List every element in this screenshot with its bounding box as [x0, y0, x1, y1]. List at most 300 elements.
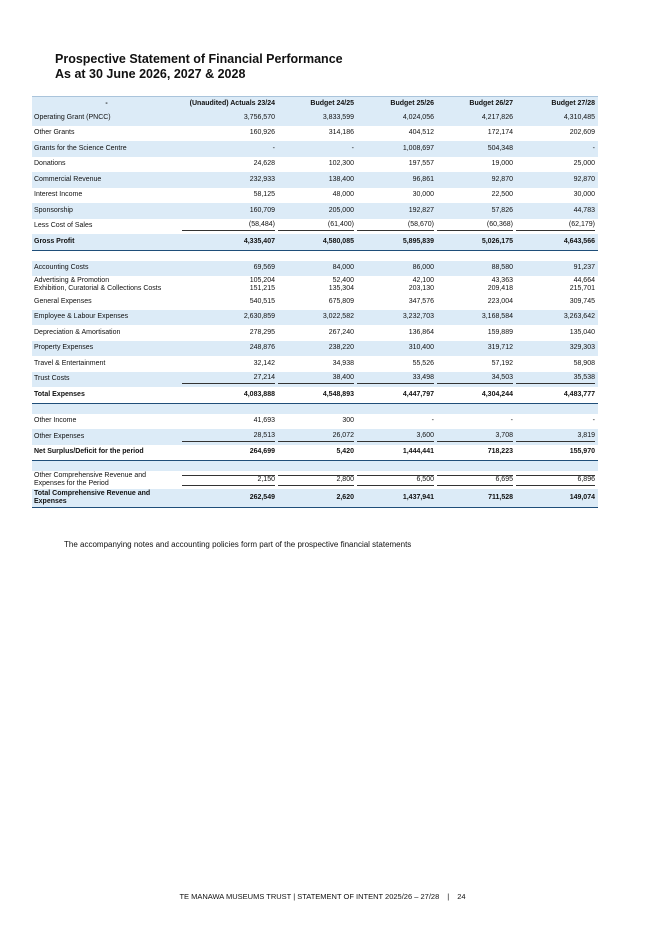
table-cell: [437, 344, 516, 352]
table-cell: [182, 221, 278, 231]
cell-value: 1,008,697: [402, 144, 434, 152]
cell-value: 192,827: [408, 206, 434, 214]
cell-value: 4,304,244: [481, 390, 513, 398]
cell-value: 262,549: [249, 494, 275, 501]
cell-value: 504,348: [487, 144, 513, 152]
cell-value: 138,400: [328, 175, 354, 183]
table-cell: [278, 298, 357, 306]
cell-value: 540,515: [249, 297, 275, 305]
cell-value: 149,074: [569, 494, 595, 501]
row-label: [32, 238, 182, 246]
table-cell: [278, 277, 357, 293]
table-cell: [357, 238, 437, 246]
table-cell: [278, 160, 357, 168]
row-label: [32, 207, 182, 215]
table-cell: [278, 432, 357, 442]
cell-value: 238,220: [328, 344, 354, 352]
cell-value: 19,000: [491, 160, 513, 168]
row-label: [32, 264, 182, 272]
cell-value: 6,500: [357, 476, 434, 486]
cell-value: 4,580,085: [322, 237, 354, 245]
table-row: [32, 234, 598, 251]
table-cell: [357, 344, 437, 352]
row-label: [32, 145, 182, 153]
cell-value: -: [272, 144, 275, 152]
cell-value: 102,300: [328, 160, 354, 168]
table-cell: [182, 207, 278, 215]
table-cell: [357, 329, 437, 337]
cell-value: 57,192: [491, 359, 513, 367]
row-label: [32, 298, 182, 306]
cell-value: 3,756,570: [243, 113, 275, 121]
cell-value: (61,400): [278, 221, 354, 231]
cell-value: 33,498: [357, 374, 434, 384]
cell-value: -: [431, 417, 434, 425]
column-header: Budget 24/25: [310, 99, 354, 107]
table-spacer: [32, 251, 598, 261]
cell-value: 172,174: [487, 129, 513, 137]
cell-value: 278,295: [249, 328, 275, 336]
cell-value: 202,609: [569, 129, 595, 137]
cell-value: 4,548,893: [322, 390, 354, 398]
cell-value: 2,800: [278, 476, 354, 486]
cell-value: 41,693: [253, 417, 275, 425]
table-cell: [182, 329, 278, 337]
cell-value: 58,908: [573, 359, 595, 367]
table-spacer: [32, 404, 598, 414]
cell-value: 1,444,441: [402, 448, 434, 456]
row-label: [32, 114, 182, 122]
cell-value: 264,699: [249, 448, 275, 456]
table-cell: [437, 448, 516, 456]
cell-value: 160,709: [249, 206, 275, 214]
table-row: [32, 445, 598, 462]
table-cell: [437, 221, 516, 231]
cell-value: (58,670): [357, 221, 434, 231]
cell-value: 3,022,582: [322, 313, 354, 321]
table-cell: [182, 432, 278, 442]
cell-value: 6,896: [516, 476, 595, 486]
cell-value: 329,303: [569, 344, 595, 352]
cell-value: 2,150: [182, 476, 275, 486]
row-label-text: Donations: [34, 160, 66, 168]
cell-value: 38,400: [278, 374, 354, 384]
row-label: [32, 490, 182, 506]
table-cell: [357, 114, 437, 122]
table-cell: [437, 191, 516, 199]
cell-value: 55,526: [412, 359, 434, 367]
cell-value: -: [351, 144, 354, 152]
cell-value: 5,895,839: [402, 237, 434, 245]
table-cell: [182, 360, 278, 368]
table-row: [32, 157, 598, 173]
cell-value: 28,513: [182, 432, 275, 442]
cell-value: 27,214: [182, 374, 275, 384]
cell-value: 57,826: [491, 206, 513, 214]
table-cell: [516, 145, 598, 153]
table-cell: [278, 191, 357, 199]
row-label-text: Interest Income: [34, 191, 83, 199]
table-cell: [278, 329, 357, 337]
cell-value: -: [592, 144, 595, 152]
cell-value: 4,447,797: [402, 390, 434, 398]
table-cell: [516, 191, 598, 199]
cell-value: 718,223: [487, 448, 513, 456]
table-row: [32, 489, 598, 508]
row-label: [32, 191, 182, 199]
row-label-text: Expenses for the Period: [34, 480, 109, 487]
table-cell: [182, 191, 278, 199]
column-header: (Unaudited) Actuals 23/24: [189, 99, 275, 107]
cell-value: 135,040: [569, 328, 595, 336]
table-cell: [516, 207, 598, 215]
table-cell: [357, 298, 437, 306]
cell-value: 44,783: [573, 206, 595, 214]
table-cell: [357, 417, 437, 425]
table-cell: [182, 474, 278, 486]
column-header: Budget 26/27: [469, 99, 513, 107]
table-cell: [278, 417, 357, 425]
table-cell: [182, 145, 278, 153]
table-cell: [182, 160, 278, 168]
cell-value: 3,600: [357, 432, 434, 442]
table-cell: [182, 391, 278, 399]
table-row: [32, 325, 598, 341]
cell-value: 314,186: [328, 129, 354, 137]
table-row: [32, 203, 598, 219]
table-cell: [357, 313, 437, 321]
table-cell: [516, 160, 598, 168]
cell-value: 197,557: [408, 160, 434, 168]
table-cell: [278, 114, 357, 122]
financial-performance-table: [32, 96, 598, 508]
table-row: [32, 372, 598, 388]
row-label-text: Trust Costs: [34, 375, 70, 383]
row-label-text: Commercial Revenue: [34, 175, 102, 183]
table-body: [32, 110, 598, 508]
table-cell: [516, 238, 598, 246]
page-title-block: [55, 52, 343, 82]
cell-value: 86,000: [412, 264, 434, 272]
row-label: [32, 360, 182, 368]
cell-value: 151,215: [249, 285, 275, 292]
table-cell: [357, 145, 437, 153]
cell-value: 309,745: [569, 297, 595, 305]
table-cell: [182, 298, 278, 306]
table-cell: [516, 448, 598, 456]
cell-value: 58,125: [253, 191, 275, 199]
cell-value: 3,819: [516, 432, 595, 442]
table-row: [32, 219, 598, 235]
table-cell: [516, 313, 598, 321]
cell-value: 404,512: [408, 129, 434, 137]
row-label-text: Sponsorship: [34, 206, 73, 214]
table-cell: [278, 474, 357, 486]
table-cell: [357, 360, 437, 368]
cell-value: 310,400: [408, 344, 434, 352]
page-subtitle: As at 30 June 2026, 2027 & 2028: [55, 67, 246, 81]
cell-value: -: [510, 417, 513, 425]
cell-value: 96,861: [412, 175, 434, 183]
table-cell: [437, 313, 516, 321]
cell-value: (58,484): [182, 221, 275, 231]
cell-value: 43,363: [491, 277, 513, 284]
row-label-text: Operating Grant (PNCC): [34, 113, 111, 121]
row-label: [32, 448, 182, 456]
table-cell: [182, 374, 278, 384]
cell-value: 675,809: [328, 297, 354, 305]
table-cell: [437, 264, 516, 272]
cell-value: 91,237: [573, 264, 595, 272]
cell-value: 92,870: [573, 175, 595, 183]
cell-value: 69,569: [253, 264, 275, 272]
row-label-text: Other Income: [34, 417, 77, 425]
table-row: [32, 341, 598, 357]
row-label: [32, 222, 182, 230]
cell-value: 205,000: [328, 206, 354, 214]
table-cell: [516, 176, 598, 184]
cell-value: 4,024,056: [402, 113, 434, 121]
table-cell: [437, 298, 516, 306]
table-cell: [516, 391, 598, 399]
cell-value: 3,263,642: [563, 313, 595, 321]
table-cell: [278, 207, 357, 215]
cell-value: 26,072: [278, 432, 354, 442]
cell-value: 52,400: [332, 277, 354, 284]
row-label: [32, 129, 182, 137]
table-cell: [516, 360, 598, 368]
cell-value: 44,664: [573, 277, 595, 284]
row-label-text: Expenses: [34, 498, 67, 505]
row-label-text: Property Expenses: [34, 344, 94, 352]
cell-value: -: [592, 417, 595, 425]
row-label: [32, 344, 182, 352]
table-cell: [357, 191, 437, 199]
footer-text: TE MANAWA MUSEUMS TRUST | STATEMENT OF INTENT 2025/26 – 27/28: [179, 892, 440, 901]
table-cell: [278, 313, 357, 321]
cell-value: 209,418: [487, 285, 513, 292]
table-header-row: [32, 96, 598, 110]
table-row: [32, 414, 598, 430]
table-cell: [357, 374, 437, 384]
row-label-text: Total Expenses: [34, 390, 85, 398]
table-cell: [182, 448, 278, 456]
table-cell: [437, 432, 516, 442]
cell-value: 3,232,703: [402, 313, 434, 321]
table-cell: [437, 417, 516, 425]
cell-value: 4,483,777: [563, 390, 595, 398]
table-cell: [437, 176, 516, 184]
table-cell: [278, 238, 357, 246]
cell-value: 34,503: [437, 374, 513, 384]
cell-value: 159,889: [487, 328, 513, 336]
table-row: [32, 188, 598, 204]
row-label-text: Depreciation & Amortisation: [34, 328, 121, 336]
cell-value: 30,000: [412, 191, 434, 199]
table-cell: [437, 329, 516, 337]
table-cell: [516, 344, 598, 352]
row-label: [32, 417, 182, 425]
table-cell: [516, 114, 598, 122]
cell-value: (62,179): [516, 221, 595, 231]
table-cell: [182, 344, 278, 352]
row-label-text: Total Comprehensive Revenue and: [34, 490, 151, 497]
table-row: [32, 172, 598, 188]
row-label-text: Other Expenses: [34, 432, 85, 440]
table-cell: [278, 145, 357, 153]
cell-value: 2,620: [336, 494, 354, 501]
page-footer: [0, 892, 645, 901]
row-label: [32, 375, 182, 383]
cell-value: 347,576: [408, 297, 434, 305]
table-cell: [278, 494, 357, 502]
cell-value: 5,026,175: [481, 237, 513, 245]
table-cell: [182, 129, 278, 137]
cell-value: 300: [342, 417, 354, 425]
cell-value: 319,712: [487, 344, 513, 352]
table-cell: [516, 298, 598, 306]
cell-value: 215,701: [569, 285, 595, 292]
cell-value: 25,000: [573, 160, 595, 168]
cell-value: 223,004: [487, 297, 513, 305]
table-cell: [357, 221, 437, 231]
table-cell: [357, 448, 437, 456]
table-cell: [278, 344, 357, 352]
row-label-text: Travel & Entertainment: [34, 359, 106, 367]
cell-value: 6,695: [437, 476, 513, 486]
table-cell: [278, 448, 357, 456]
cell-value: 4,335,407: [243, 237, 275, 245]
table-cell: [437, 391, 516, 399]
row-label: [32, 433, 182, 441]
row-label: [32, 176, 182, 184]
table-cell: [516, 432, 598, 442]
table-cell: [278, 264, 357, 272]
cell-value: 711,528: [488, 494, 513, 501]
table-cell: [437, 160, 516, 168]
cell-value: 35,538: [516, 374, 595, 384]
cell-value: 42,100: [412, 277, 434, 284]
table-cell: [357, 391, 437, 399]
table-cell: [278, 391, 357, 399]
row-label: [32, 313, 182, 321]
table-row: [32, 310, 598, 326]
table-cell: [437, 474, 516, 486]
row-label-text: General Expenses: [34, 297, 92, 305]
row-label-text: Net Surplus/Deficit for the period: [34, 448, 144, 456]
table-spacer: [32, 461, 598, 471]
column-header: -: [105, 99, 108, 107]
table-cell: [278, 221, 357, 231]
table-cell: [516, 474, 598, 486]
cell-value: 5,420: [336, 448, 354, 456]
table-cell: [357, 494, 437, 502]
table-row: [32, 110, 598, 126]
row-label-text: Less Cost of Sales: [34, 222, 93, 230]
table-cell: [437, 374, 516, 384]
table-row: [32, 356, 598, 372]
table-cell: [182, 417, 278, 425]
cell-value: 135,304: [328, 285, 354, 292]
table-cell: [516, 221, 598, 231]
table-row: [32, 126, 598, 142]
cell-value: 88,580: [491, 264, 513, 272]
cell-value: 4,643,566: [563, 237, 595, 245]
table-cell: [516, 329, 598, 337]
row-label: [32, 277, 182, 293]
cell-value: (60,368): [437, 221, 513, 231]
cell-value: 3,168,584: [481, 313, 513, 321]
cell-value: 155,970: [569, 448, 595, 456]
footer-separator: |: [447, 892, 450, 901]
table-cell: [182, 494, 278, 502]
table-cell: [516, 494, 598, 502]
table-cell: [278, 129, 357, 137]
table-cell: [516, 264, 598, 272]
table-cell: [357, 160, 437, 168]
table-cell: [437, 129, 516, 137]
cell-value: 48,000: [332, 191, 354, 199]
table-cell: [437, 207, 516, 215]
table-cell: [357, 129, 437, 137]
cell-value: 136,864: [408, 328, 434, 336]
table-cell: [437, 277, 516, 293]
cell-value: 4,310,485: [563, 113, 595, 121]
cell-value: 3,833,599: [322, 113, 354, 121]
cell-value: 3,708: [437, 432, 513, 442]
cell-value: 2,630,859: [243, 313, 275, 321]
table-row: [32, 261, 598, 277]
page-number: 24: [457, 892, 466, 901]
cell-value: 30,000: [573, 191, 595, 199]
cell-value: 4,083,888: [243, 390, 275, 398]
table-cell: [357, 176, 437, 184]
table-cell: [437, 114, 516, 122]
table-cell: [278, 360, 357, 368]
table-cell: [516, 277, 598, 293]
table-cell: [437, 145, 516, 153]
row-label-text: Gross Profit: [34, 237, 75, 245]
table-cell: [357, 264, 437, 272]
table-cell: [278, 176, 357, 184]
table-cell: [278, 374, 357, 384]
cell-value: 4,217,826: [481, 113, 513, 121]
column-header: Budget 27/28: [551, 99, 595, 107]
row-label: [32, 472, 182, 488]
row-label-text: Employee & Labour Expenses: [34, 313, 129, 321]
cell-value: 267,240: [328, 328, 354, 336]
table-cell: [516, 417, 598, 425]
column-header: Budget 25/26: [390, 99, 434, 107]
row-label-text: Advertising & Promotion: [34, 277, 110, 284]
table-cell: [357, 432, 437, 442]
table-cell: [516, 129, 598, 137]
row-label-text: Grants for the Science Centre: [34, 144, 127, 152]
table-cell: [182, 277, 278, 293]
cell-value: 232,933: [249, 175, 275, 183]
row-label-text: Accounting Costs: [34, 264, 89, 272]
table-cell: [182, 313, 278, 321]
table-row: [32, 387, 598, 404]
cell-value: 203,130: [408, 285, 434, 292]
page-title: Prospective Statement of Financial Performance: [55, 52, 343, 66]
table-cell: [357, 474, 437, 486]
row-label: [32, 391, 182, 399]
row-label: [32, 160, 182, 168]
cell-value: 105,204: [249, 277, 275, 284]
table-row: [32, 141, 598, 157]
table-cell: [182, 176, 278, 184]
